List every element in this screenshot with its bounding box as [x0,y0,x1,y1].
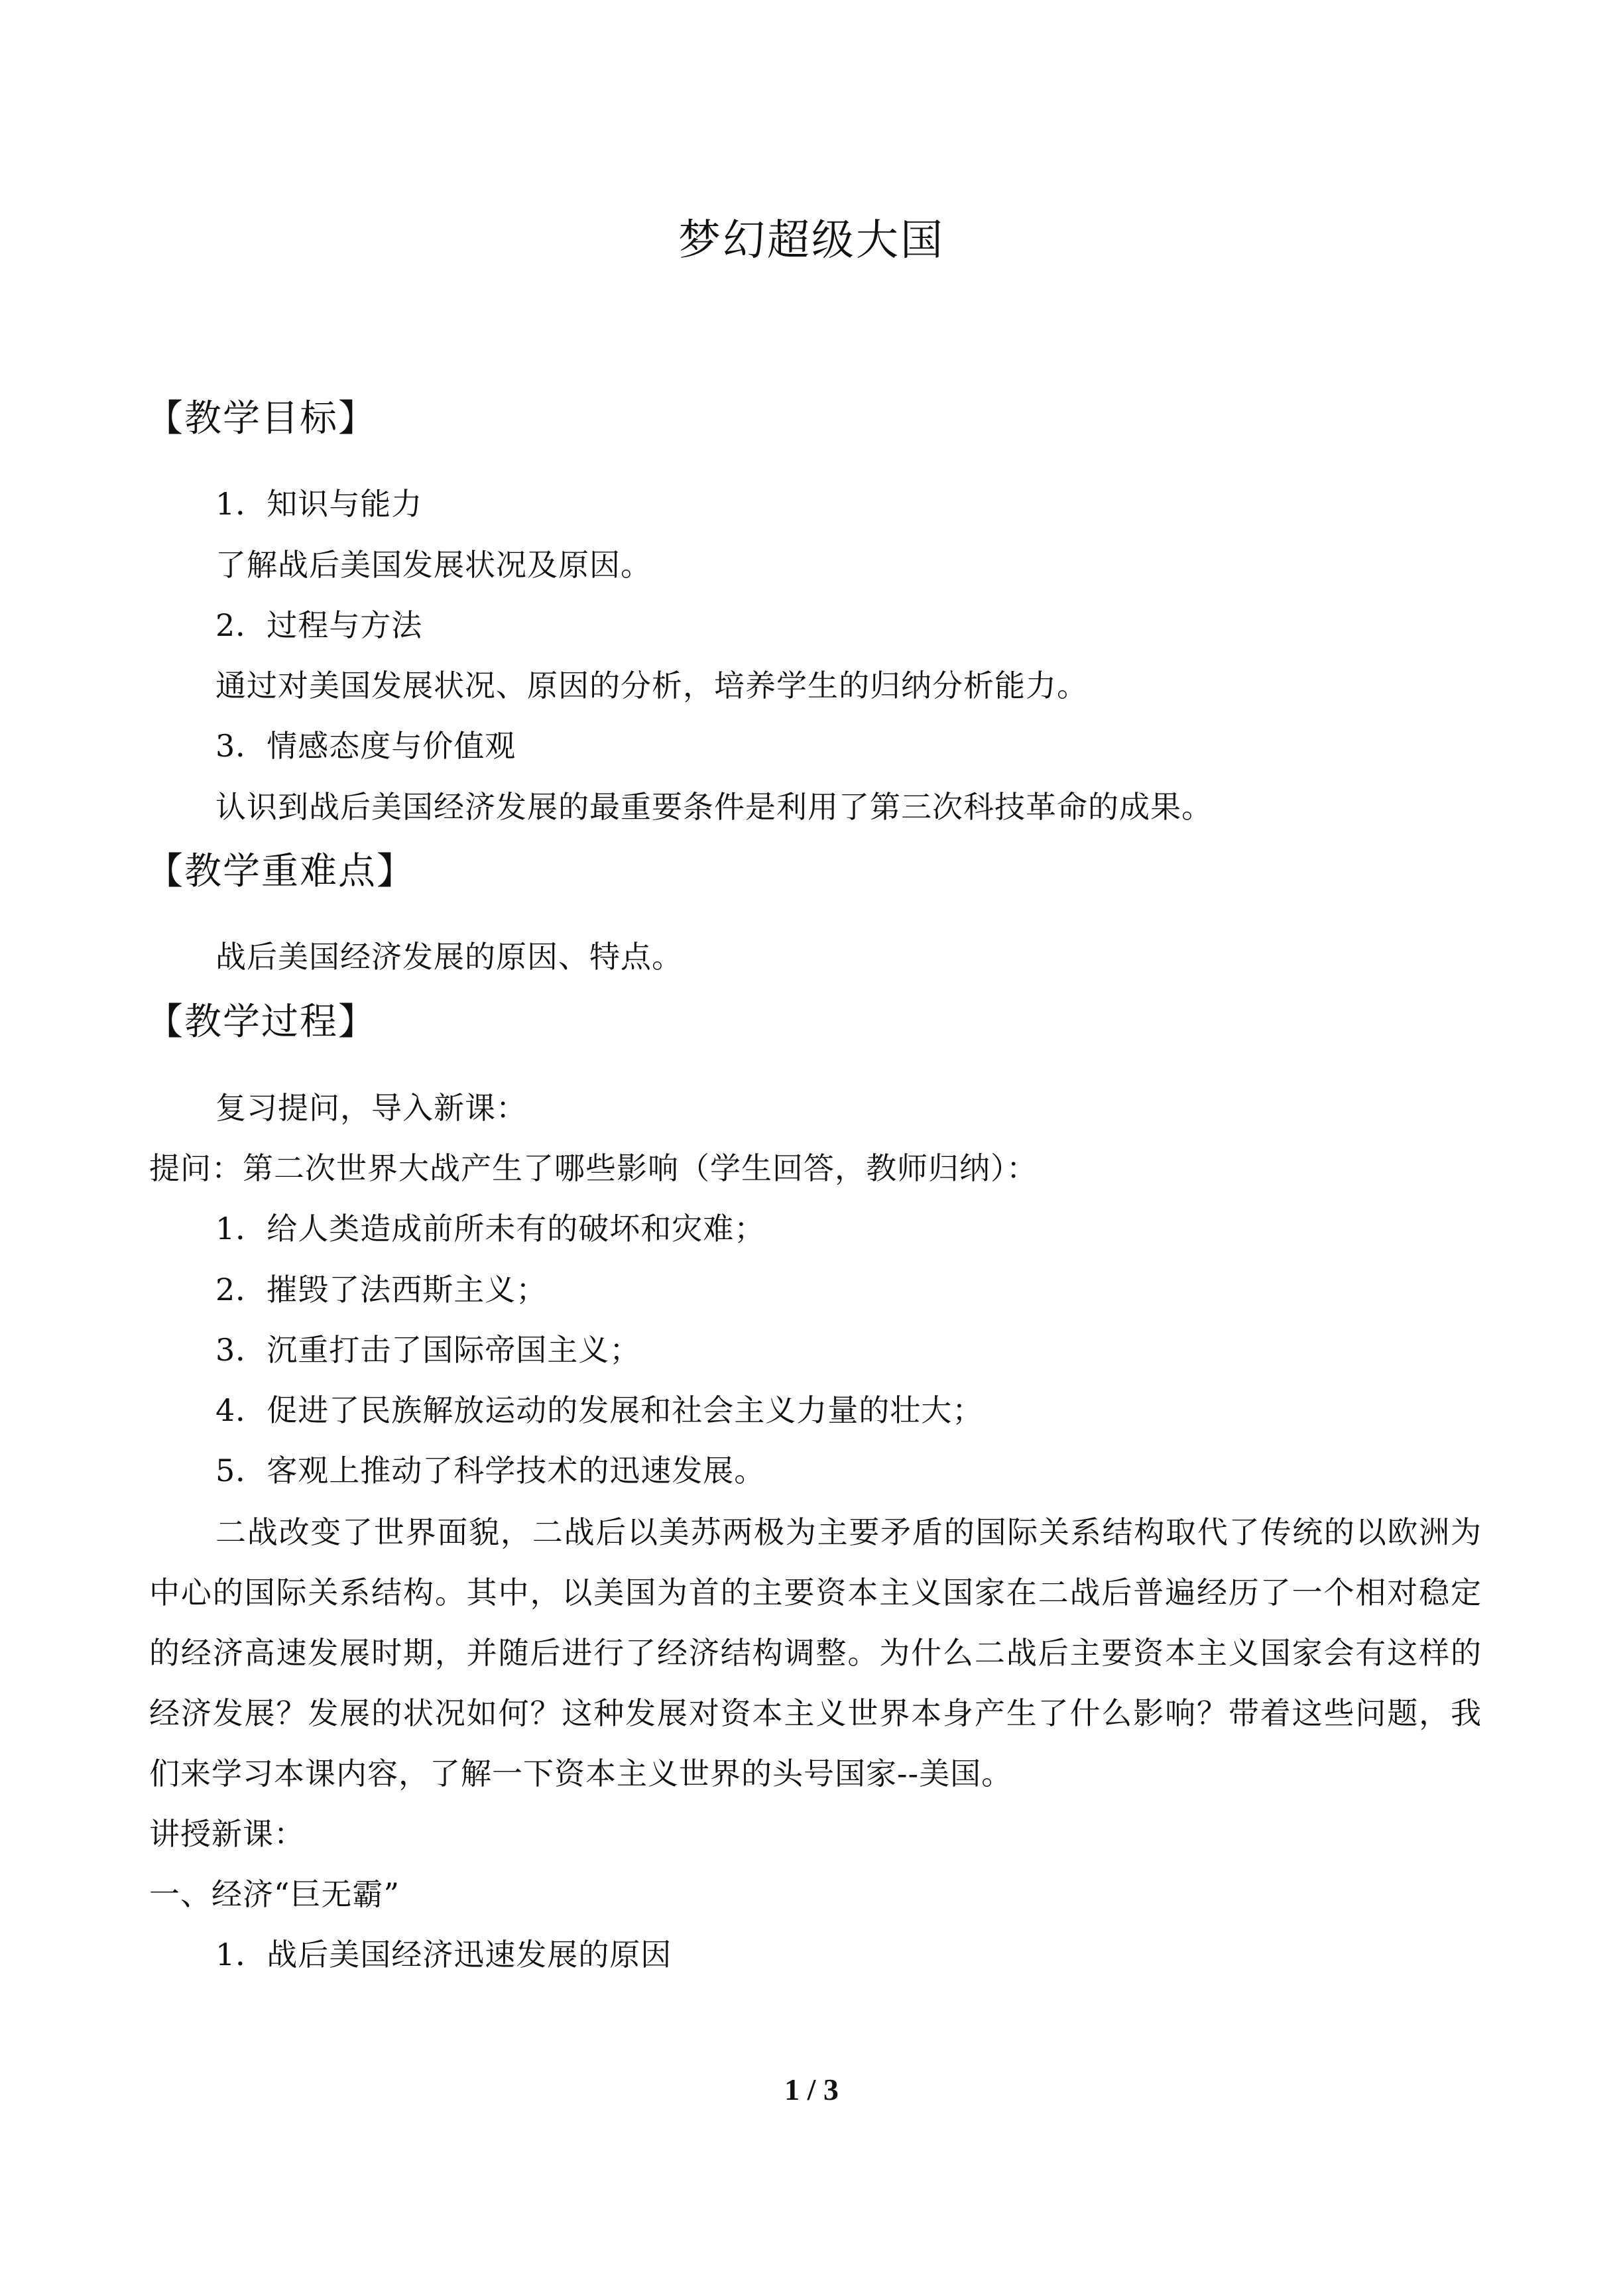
section-heading-process: 【教学过程】 [146,1000,377,1044]
answer-item-5: 5．客观上推动了科学技术的迅速发展。 [215,1453,766,1488]
document-title: 梦幻超级大国 [678,216,945,265]
keypoints-text: 战后美国经济发展的原因、特点。 [215,939,683,975]
part1-item-1: 1．战后美国经济迅速发展的原因 [215,1937,672,1972]
answer-item-1: 1．给人类造成前所未有的破坏和灾难； [215,1211,766,1246]
objective-2-title: 2．过程与方法 [215,607,423,643]
objective-3-title: 3．情感态度与价值观 [215,728,516,764]
objective-1-text: 了解战后美国发展状况及原因。 [215,547,652,583]
objective-1-title: 1．知识与能力 [215,486,423,522]
new-lesson-label: 讲授新课： [149,1816,305,1852]
section-heading-keypoints: 【教学重难点】 [146,850,415,893]
objective-3-text: 认识到战后美国经济发展的最重要条件是利用了第三次科技革命的成果。 [215,789,1213,825]
intro-paragraph: 二战改变了世界面貌，二战后以美苏两极为主要矛盾的国际关系结构取代了传统的以欧洲为中心的国际关系结构。其中，以美国为首的主要资本主义国家在二战后普遍经历了一个相对稳定的经济高速发展时期，并随后进行了经济结构调整。为什么二战后主要资本主义国家会有这样的经济发展？发展的状况如何？这种发展对资本主义世界本身产生了什么影响？带着这些问题，我们来学习本课内容，了解一下资本主义世界的头号国家--美国。 [149,1514,1482,1791]
answer-item-2: 2．摧毁了法西斯主义； [215,1272,548,1307]
review-question: 提问：第二次世界大战产生了哪些影响（学生回答，教师归纳）： [149,1150,1038,1186]
page-number: 1 / 3 [784,2073,839,2106]
part1-heading: 一、经济“巨无霸” [149,1876,400,1912]
answer-item-3: 3．沉重打击了国际帝国主义； [215,1332,641,1368]
section-heading-objectives: 【教学目标】 [146,397,377,440]
answer-item-4: 4．促进了民族解放运动的发展和社会主义力量的壮大； [215,1392,984,1428]
objective-2-text: 通过对美国发展状况、原因的分析，培养学生的归纳分析能力。 [215,668,1088,703]
review-intro: 复习提问，导入新课： [215,1090,527,1126]
